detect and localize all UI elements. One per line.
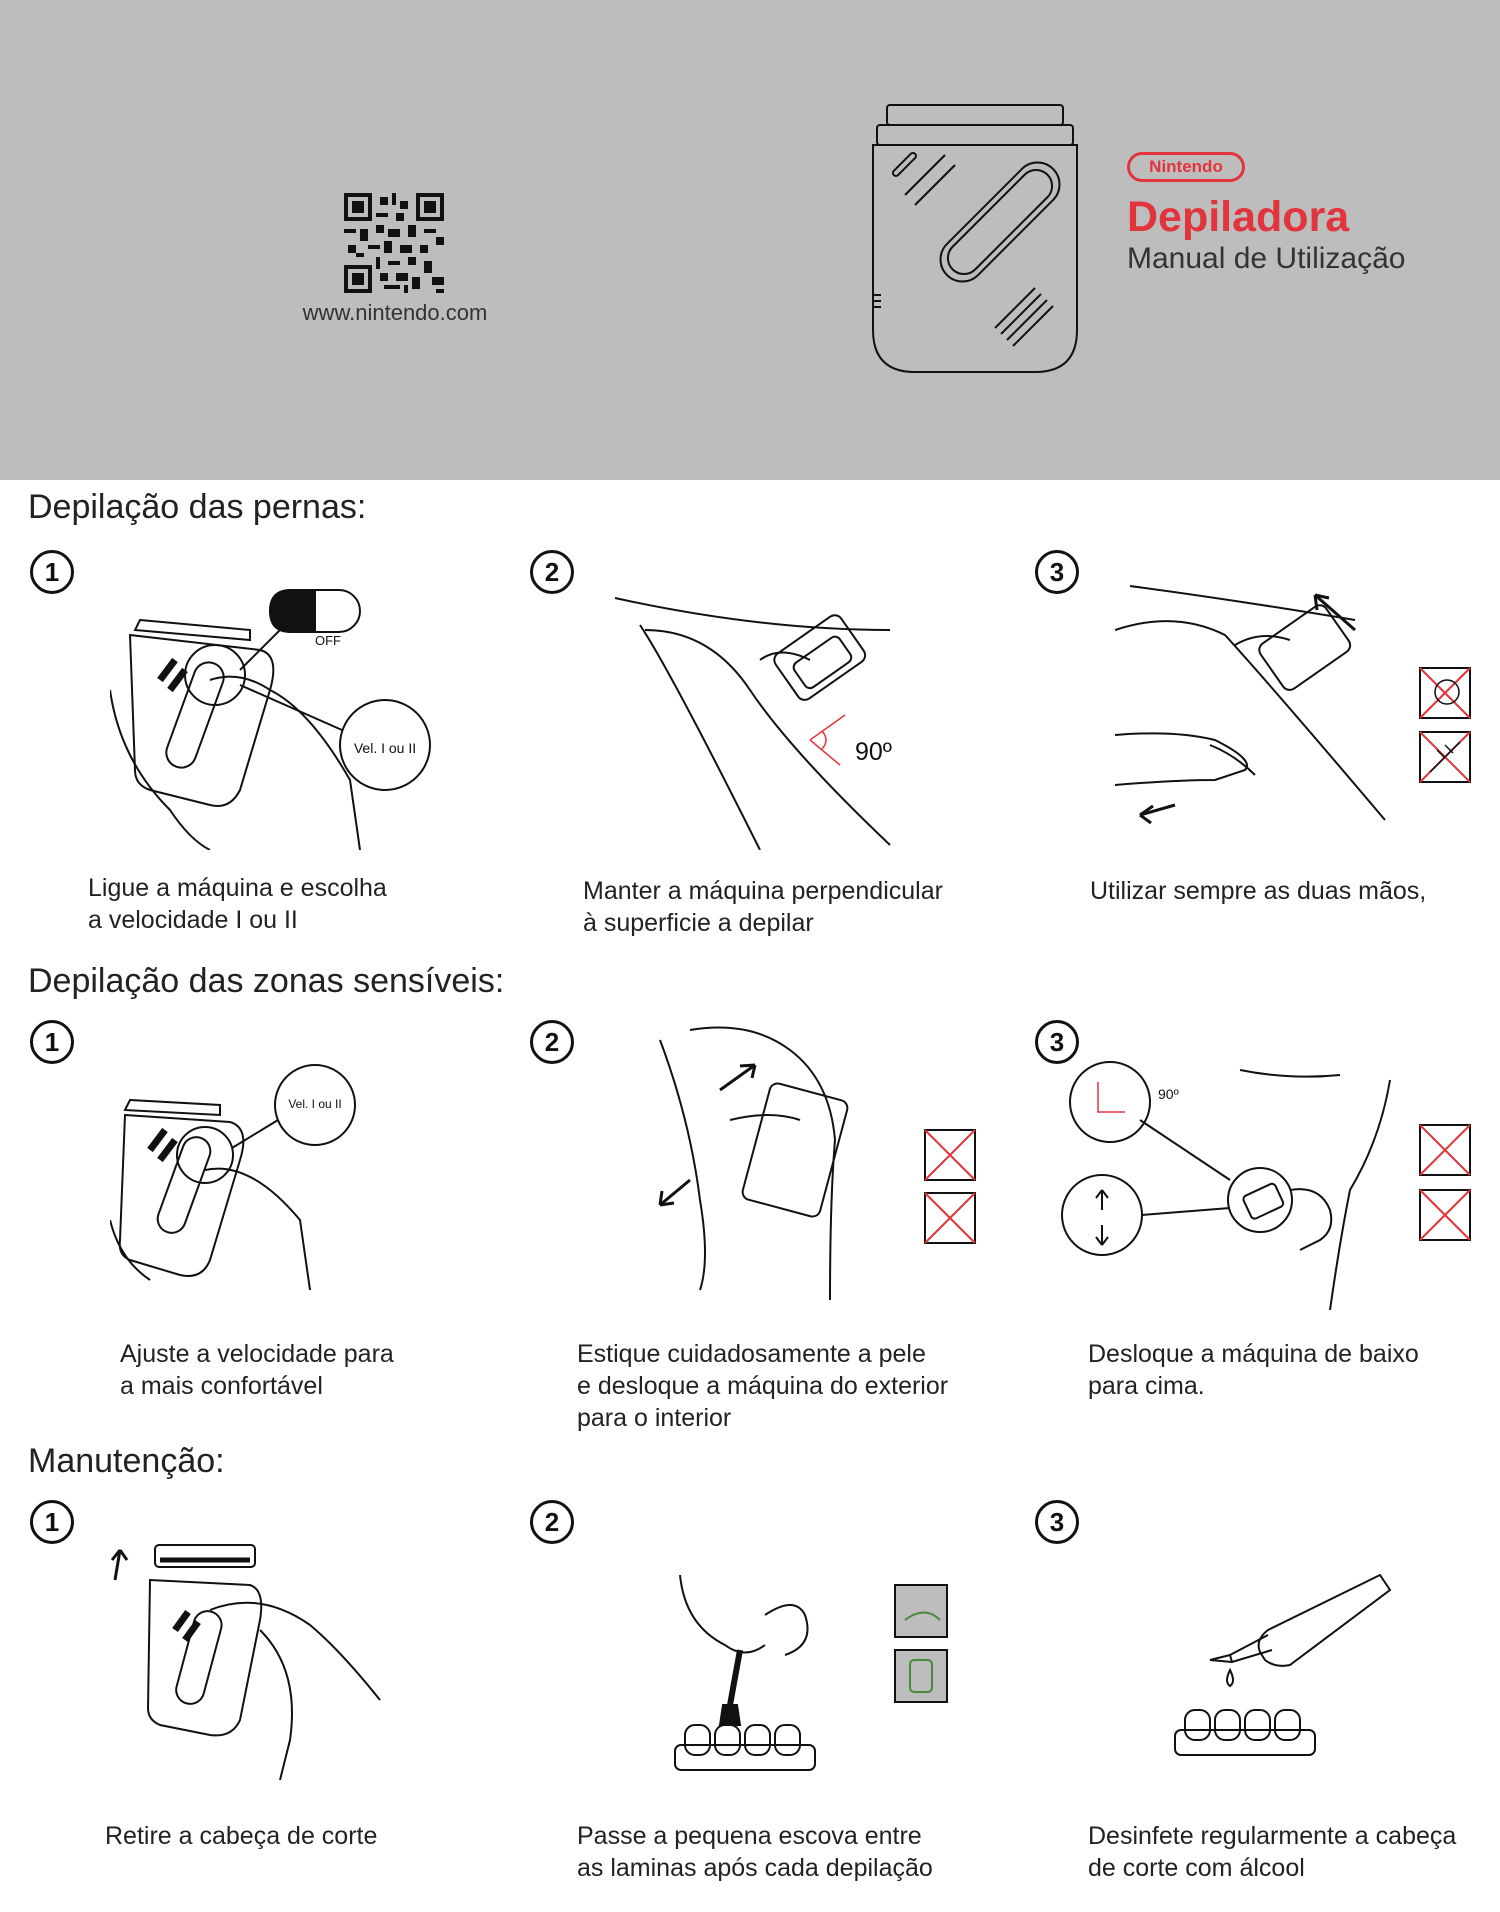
angle-label: 90º bbox=[855, 738, 892, 766]
manual-subtitle: Manual de Utilização bbox=[1127, 242, 1406, 275]
illustration-stretch-skin bbox=[630, 1020, 990, 1300]
step-number: 2 bbox=[530, 1020, 574, 1064]
step-caption: Desloque a máquina de baixo para cima. bbox=[1088, 1340, 1419, 1400]
step-caption: Passe a pequena escova entre as laminas após cada depilação bbox=[577, 1822, 933, 1882]
website-url[interactable]: www.nintendo.com bbox=[302, 300, 488, 325]
angle-label: 90º bbox=[1158, 1086, 1179, 1102]
step-number: 2 bbox=[530, 1500, 574, 1544]
nintendo-logo-text: Nintendo bbox=[1149, 157, 1223, 176]
step-caption: Utilizar sempre as duas mãos, bbox=[1090, 877, 1427, 905]
illustration-move-up bbox=[1060, 1060, 1490, 1310]
on-label: ON bbox=[282, 633, 302, 648]
step-number: 3 bbox=[1035, 1020, 1079, 1064]
epilator-device-illustration bbox=[865, 100, 1085, 380]
illustration-two-hands-leg bbox=[1115, 580, 1485, 840]
speed-label: Vel. I ou II bbox=[288, 1097, 342, 1111]
illustration-hand-switch-on bbox=[110, 580, 460, 850]
section-title-maintenance: Manutenção: bbox=[28, 1442, 225, 1480]
off-label: OFF bbox=[315, 633, 341, 648]
step-caption: Manter a máquina perpendicular à superficie a depilar bbox=[583, 877, 943, 937]
illustration-remove-head bbox=[100, 1530, 420, 1780]
qr-code[interactable] bbox=[344, 193, 444, 293]
step-number: 3 bbox=[1035, 550, 1079, 594]
step-number: 3 bbox=[1035, 1500, 1079, 1544]
step-number: 1 bbox=[30, 1500, 74, 1544]
illustration-alcohol-bottle bbox=[1160, 1560, 1400, 1760]
step-number: 1 bbox=[30, 550, 74, 594]
section-title-sensitive-areas: Depilação das zonas sensíveis: bbox=[28, 962, 505, 1000]
step-caption: Retire a cabeça de corte bbox=[105, 1822, 378, 1850]
step-number: 1 bbox=[30, 1020, 74, 1064]
illustration-brush-clean bbox=[665, 1575, 965, 1775]
step-caption: Ajuste a velocidade para a mais confortável bbox=[120, 1340, 394, 1400]
step-number: 2 bbox=[530, 550, 574, 594]
illustration-leg-perpendicular bbox=[610, 590, 910, 850]
step-caption: Desinfete regularmente a cabeça de corte com álcool bbox=[1088, 1822, 1457, 1882]
step-caption: Estique cuidadosamente a pele e desloque a máquina do exterior para o interior bbox=[577, 1340, 949, 1432]
product-title: Depiladora bbox=[1127, 193, 1350, 241]
step-caption: Ligue a máquina e escolha a velocidade I ou II bbox=[88, 874, 387, 934]
illustration-adjust-speed bbox=[110, 1060, 410, 1300]
section-title-legs: Depilação das pernas: bbox=[28, 488, 367, 526]
speed-label: Vel. I ou II bbox=[353, 740, 417, 756]
cover-header bbox=[0, 0, 1500, 480]
